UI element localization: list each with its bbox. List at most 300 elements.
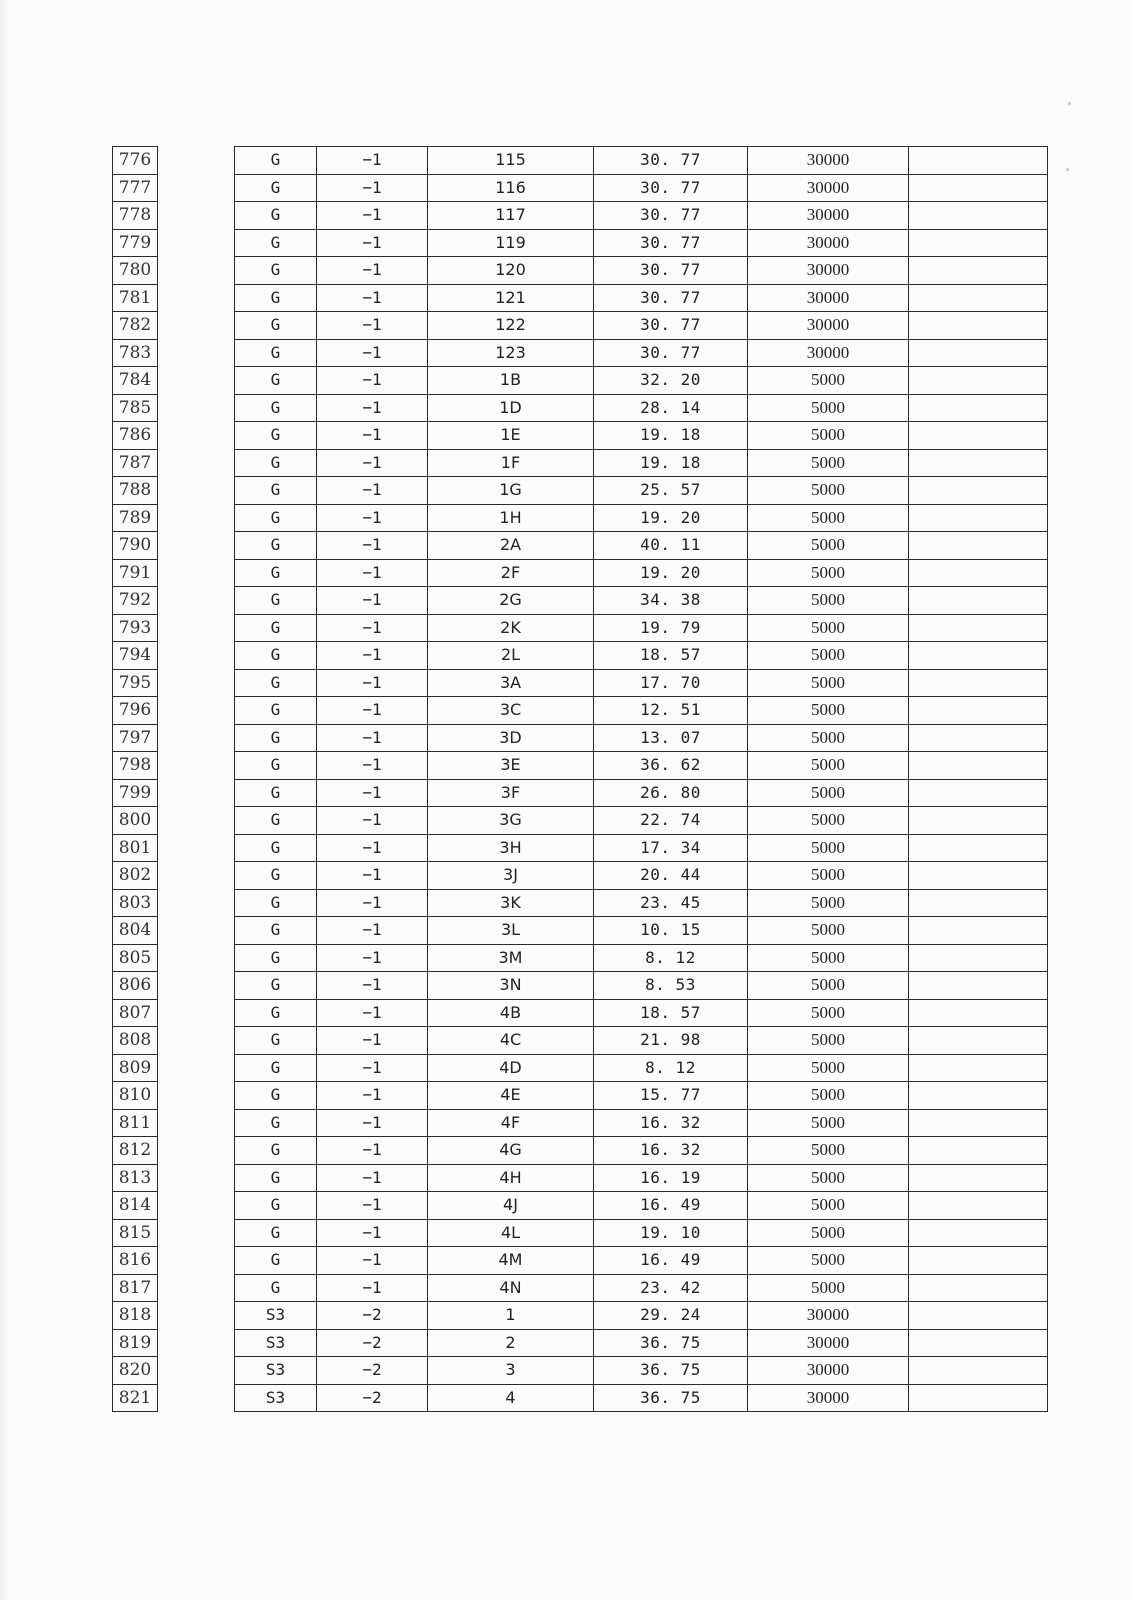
- grade-cell: G: [235, 229, 317, 257]
- code-cell: 4D: [428, 1054, 594, 1082]
- blank-cell: [909, 1357, 1048, 1385]
- row-number: 798: [113, 752, 158, 780]
- grade-cell: G: [235, 1027, 317, 1055]
- level-cell: −1: [317, 532, 428, 560]
- table-row: [235, 257, 1048, 285]
- value-cell: 25. 57: [594, 477, 748, 505]
- value-cell: 36. 75: [594, 1357, 748, 1385]
- row-number: 791: [113, 559, 158, 587]
- row-number: 794: [113, 642, 158, 670]
- table-row: [235, 422, 1048, 450]
- code-cell: 119: [428, 229, 594, 257]
- row-number: 797: [113, 724, 158, 752]
- code-cell: 3L: [428, 917, 594, 945]
- code-cell: 1G: [428, 477, 594, 505]
- blank-cell: [909, 1219, 1048, 1247]
- quantity-cell: 5000: [748, 1247, 909, 1275]
- blank-cell: [909, 504, 1048, 532]
- grade-cell: S3: [235, 1357, 317, 1385]
- row-number-row: [113, 312, 158, 340]
- quantity-cell: 5000: [748, 1137, 909, 1165]
- blank-cell: [909, 972, 1048, 1000]
- row-number: 787: [113, 449, 158, 477]
- row-number: 778: [113, 202, 158, 230]
- quantity-cell: 30000: [748, 202, 909, 230]
- code-cell: 4L: [428, 1219, 594, 1247]
- grade-cell: G: [235, 862, 317, 890]
- level-cell: −2: [317, 1329, 428, 1357]
- table-row: [235, 284, 1048, 312]
- quantity-cell: 5000: [748, 532, 909, 560]
- level-cell: −1: [317, 1219, 428, 1247]
- table-row: [235, 339, 1048, 367]
- table-row: [235, 1274, 1048, 1302]
- row-number: 788: [113, 477, 158, 505]
- code-cell: 4G: [428, 1137, 594, 1165]
- row-number-row: [113, 1054, 158, 1082]
- row-number-row: [113, 1219, 158, 1247]
- grade-cell: G: [235, 1137, 317, 1165]
- row-number: 790: [113, 532, 158, 560]
- code-cell: 1F: [428, 449, 594, 477]
- blank-cell: [909, 312, 1048, 340]
- grade-cell: G: [235, 614, 317, 642]
- row-number-row: [113, 1137, 158, 1165]
- value-cell: 30. 77: [594, 312, 748, 340]
- blank-cell: [909, 339, 1048, 367]
- quantity-cell: 30000: [748, 312, 909, 340]
- code-cell: 1H: [428, 504, 594, 532]
- quantity-cell: 5000: [748, 972, 909, 1000]
- grade-cell: G: [235, 312, 317, 340]
- quantity-cell: 5000: [748, 1082, 909, 1110]
- row-number: 814: [113, 1192, 158, 1220]
- row-number-row: [113, 889, 158, 917]
- grade-cell: G: [235, 972, 317, 1000]
- level-cell: −1: [317, 587, 428, 615]
- blank-cell: [909, 1027, 1048, 1055]
- level-cell: −1: [317, 669, 428, 697]
- quantity-cell: 5000: [748, 944, 909, 972]
- code-cell: 3: [428, 1357, 594, 1385]
- grade-cell: G: [235, 587, 317, 615]
- quantity-cell: 5000: [748, 862, 909, 890]
- level-cell: −1: [317, 174, 428, 202]
- code-cell: 2F: [428, 559, 594, 587]
- grade-cell: G: [235, 477, 317, 505]
- row-number: 816: [113, 1247, 158, 1275]
- blank-cell: [909, 257, 1048, 285]
- grade-cell: S3: [235, 1302, 317, 1330]
- level-cell: −1: [317, 422, 428, 450]
- blank-cell: [909, 1329, 1048, 1357]
- blank-cell: [909, 669, 1048, 697]
- row-number: 801: [113, 834, 158, 862]
- level-cell: −1: [317, 1247, 428, 1275]
- blank-cell: [909, 642, 1048, 670]
- grade-cell: G: [235, 202, 317, 230]
- grade-cell: G: [235, 807, 317, 835]
- table-row: [235, 202, 1048, 230]
- grade-cell: G: [235, 339, 317, 367]
- value-cell: 30. 77: [594, 202, 748, 230]
- blank-cell: [909, 532, 1048, 560]
- table-row: [235, 669, 1048, 697]
- table-row: [235, 999, 1048, 1027]
- blank-cell: [909, 449, 1048, 477]
- data-table: [234, 146, 1048, 1412]
- blank-cell: [909, 477, 1048, 505]
- code-cell: 3N: [428, 972, 594, 1000]
- grade-cell: G: [235, 999, 317, 1027]
- level-cell: −1: [317, 559, 428, 587]
- code-cell: 1D: [428, 394, 594, 422]
- table-row: [235, 1054, 1048, 1082]
- value-cell: 16. 49: [594, 1247, 748, 1275]
- level-cell: −1: [317, 1054, 428, 1082]
- blank-cell: [909, 779, 1048, 807]
- code-cell: 123: [428, 339, 594, 367]
- table-row: [235, 312, 1048, 340]
- grade-cell: G: [235, 779, 317, 807]
- row-number-row: [113, 862, 158, 890]
- code-cell: 121: [428, 284, 594, 312]
- level-cell: −1: [317, 972, 428, 1000]
- code-cell: 3J: [428, 862, 594, 890]
- level-cell: −1: [317, 999, 428, 1027]
- level-cell: −1: [317, 449, 428, 477]
- table-row: [235, 504, 1048, 532]
- quantity-cell: 5000: [748, 477, 909, 505]
- row-number-row: [113, 944, 158, 972]
- row-number: 785: [113, 394, 158, 422]
- grade-cell: G: [235, 752, 317, 780]
- value-cell: 29. 24: [594, 1302, 748, 1330]
- code-cell: 2L: [428, 642, 594, 670]
- code-cell: 2A: [428, 532, 594, 560]
- value-cell: 23. 45: [594, 889, 748, 917]
- table-row: [235, 1164, 1048, 1192]
- row-number-row: [113, 669, 158, 697]
- blank-cell: [909, 1302, 1048, 1330]
- blank-cell: [909, 724, 1048, 752]
- row-number-row: [113, 367, 158, 395]
- value-cell: 19. 20: [594, 559, 748, 587]
- quantity-cell: 5000: [748, 917, 909, 945]
- blank-cell: [909, 174, 1048, 202]
- value-cell: 36. 75: [594, 1384, 748, 1412]
- row-number-row: [113, 339, 158, 367]
- value-cell: 30. 77: [594, 229, 748, 257]
- row-number: 802: [113, 862, 158, 890]
- row-number: 810: [113, 1082, 158, 1110]
- value-cell: 28. 14: [594, 394, 748, 422]
- blank-cell: [909, 367, 1048, 395]
- level-cell: −1: [317, 724, 428, 752]
- code-cell: 4B: [428, 999, 594, 1027]
- quantity-cell: 5000: [748, 724, 909, 752]
- row-number: 808: [113, 1027, 158, 1055]
- row-number: 781: [113, 284, 158, 312]
- row-number-row: [113, 1192, 158, 1220]
- row-number-row: [113, 1384, 158, 1412]
- blank-cell: [909, 1082, 1048, 1110]
- row-number: 815: [113, 1219, 158, 1247]
- grade-cell: G: [235, 1109, 317, 1137]
- table-row: [235, 532, 1048, 560]
- quantity-cell: 5000: [748, 504, 909, 532]
- quantity-cell: 5000: [748, 422, 909, 450]
- blank-cell: [909, 1192, 1048, 1220]
- value-cell: 19. 18: [594, 449, 748, 477]
- code-cell: 3A: [428, 669, 594, 697]
- scan-edge: [0, 0, 8, 1600]
- value-cell: 20. 44: [594, 862, 748, 890]
- quantity-cell: 30000: [748, 284, 909, 312]
- value-cell: 17. 70: [594, 669, 748, 697]
- row-number: 820: [113, 1357, 158, 1385]
- value-cell: 19. 20: [594, 504, 748, 532]
- code-cell: 122: [428, 312, 594, 340]
- level-cell: −1: [317, 202, 428, 230]
- value-cell: 19. 10: [594, 1219, 748, 1247]
- value-cell: 8. 53: [594, 972, 748, 1000]
- quantity-cell: 5000: [748, 889, 909, 917]
- table-row: [235, 1192, 1048, 1220]
- row-number: 821: [113, 1384, 158, 1412]
- code-cell: 4M: [428, 1247, 594, 1275]
- row-number: 805: [113, 944, 158, 972]
- level-cell: −1: [317, 504, 428, 532]
- row-number: 793: [113, 614, 158, 642]
- table-row: [235, 642, 1048, 670]
- row-number: 777: [113, 174, 158, 202]
- grade-cell: G: [235, 449, 317, 477]
- table-row: [235, 367, 1048, 395]
- table-row: [235, 862, 1048, 890]
- grade-cell: G: [235, 697, 317, 725]
- value-cell: 16. 32: [594, 1137, 748, 1165]
- level-cell: −1: [317, 367, 428, 395]
- value-cell: 36. 75: [594, 1329, 748, 1357]
- table-row: [235, 587, 1048, 615]
- row-number-row: [113, 559, 158, 587]
- level-cell: −1: [317, 862, 428, 890]
- row-number-row: [113, 229, 158, 257]
- grade-cell: G: [235, 257, 317, 285]
- blank-cell: [909, 862, 1048, 890]
- row-number-row: [113, 147, 158, 175]
- value-cell: 12. 51: [594, 697, 748, 725]
- scan-speck: [1066, 168, 1069, 171]
- value-cell: 19. 79: [594, 614, 748, 642]
- quantity-cell: 5000: [748, 559, 909, 587]
- table-row: [235, 1082, 1048, 1110]
- table-row: [235, 614, 1048, 642]
- row-number-row: [113, 477, 158, 505]
- quantity-cell: 5000: [748, 1027, 909, 1055]
- row-number-row: [113, 972, 158, 1000]
- row-number-row: [113, 724, 158, 752]
- row-number-row: [113, 779, 158, 807]
- blank-cell: [909, 202, 1048, 230]
- row-number-row: [113, 284, 158, 312]
- value-cell: 22. 74: [594, 807, 748, 835]
- row-number: 812: [113, 1137, 158, 1165]
- row-number-row: [113, 394, 158, 422]
- table-row: [235, 229, 1048, 257]
- code-cell: 3K: [428, 889, 594, 917]
- code-cell: 3M: [428, 944, 594, 972]
- quantity-cell: 5000: [748, 642, 909, 670]
- grade-cell: G: [235, 889, 317, 917]
- code-cell: 115: [428, 147, 594, 175]
- row-number-row: [113, 1274, 158, 1302]
- row-number-row: [113, 257, 158, 285]
- grade-cell: G: [235, 1192, 317, 1220]
- grade-cell: G: [235, 1274, 317, 1302]
- value-cell: 40. 11: [594, 532, 748, 560]
- grade-cell: G: [235, 834, 317, 862]
- row-number: 779: [113, 229, 158, 257]
- code-cell: 3D: [428, 724, 594, 752]
- value-cell: 16. 49: [594, 1192, 748, 1220]
- value-cell: 17. 34: [594, 834, 748, 862]
- quantity-cell: 5000: [748, 1109, 909, 1137]
- quantity-cell: 5000: [748, 834, 909, 862]
- row-number-row: [113, 174, 158, 202]
- blank-cell: [909, 889, 1048, 917]
- code-cell: 4: [428, 1384, 594, 1412]
- row-number-row: [113, 202, 158, 230]
- row-number: 800: [113, 807, 158, 835]
- quantity-cell: 30000: [748, 174, 909, 202]
- row-number-row: [113, 917, 158, 945]
- table-row: [235, 1219, 1048, 1247]
- grade-cell: G: [235, 504, 317, 532]
- grade-cell: S3: [235, 1329, 317, 1357]
- row-number: 813: [113, 1164, 158, 1192]
- quantity-cell: 30000: [748, 229, 909, 257]
- row-number-row: [113, 642, 158, 670]
- value-cell: 13. 07: [594, 724, 748, 752]
- level-cell: −2: [317, 1384, 428, 1412]
- value-cell: 30. 77: [594, 147, 748, 175]
- code-cell: 2: [428, 1329, 594, 1357]
- table-row: [235, 834, 1048, 862]
- level-cell: −1: [317, 147, 428, 175]
- table-row: [235, 917, 1048, 945]
- row-number: 783: [113, 339, 158, 367]
- table-row: [235, 972, 1048, 1000]
- level-cell: −1: [317, 1274, 428, 1302]
- level-cell: −1: [317, 807, 428, 835]
- table-row: [235, 944, 1048, 972]
- grade-cell: G: [235, 1082, 317, 1110]
- grade-cell: G: [235, 422, 317, 450]
- row-number: 792: [113, 587, 158, 615]
- row-number-row: [113, 807, 158, 835]
- row-number-row: [113, 1027, 158, 1055]
- blank-cell: [909, 807, 1048, 835]
- quantity-cell: 5000: [748, 669, 909, 697]
- table-row: [235, 889, 1048, 917]
- level-cell: −1: [317, 339, 428, 367]
- row-number-row: [113, 1082, 158, 1110]
- row-number-row: [113, 834, 158, 862]
- table-row: [235, 697, 1048, 725]
- row-number-row: [113, 999, 158, 1027]
- row-number: 776: [113, 147, 158, 175]
- row-number: 807: [113, 999, 158, 1027]
- grade-cell: G: [235, 642, 317, 670]
- blank-cell: [909, 587, 1048, 615]
- row-number-row: [113, 1109, 158, 1137]
- code-cell: 1B: [428, 367, 594, 395]
- level-cell: −1: [317, 1027, 428, 1055]
- blank-cell: [909, 229, 1048, 257]
- row-number-row: [113, 614, 158, 642]
- blank-cell: [909, 834, 1048, 862]
- blank-cell: [909, 394, 1048, 422]
- table-row: [235, 559, 1048, 587]
- blank-cell: [909, 1274, 1048, 1302]
- quantity-cell: 5000: [748, 779, 909, 807]
- code-cell: 4C: [428, 1027, 594, 1055]
- level-cell: −1: [317, 889, 428, 917]
- table-row: [235, 724, 1048, 752]
- row-number-row: [113, 532, 158, 560]
- code-cell: 3G: [428, 807, 594, 835]
- value-cell: 32. 20: [594, 367, 748, 395]
- row-number-column: [112, 146, 158, 1412]
- level-cell: −2: [317, 1302, 428, 1330]
- quantity-cell: 5000: [748, 807, 909, 835]
- row-number: 782: [113, 312, 158, 340]
- code-cell: 3C: [428, 697, 594, 725]
- table-row: [235, 147, 1048, 175]
- row-number-row: [113, 504, 158, 532]
- quantity-cell: 5000: [748, 1274, 909, 1302]
- code-cell: 4J: [428, 1192, 594, 1220]
- quantity-cell: 5000: [748, 587, 909, 615]
- quantity-cell: 30000: [748, 147, 909, 175]
- quantity-cell: 5000: [748, 1219, 909, 1247]
- blank-cell: [909, 1384, 1048, 1412]
- blank-cell: [909, 697, 1048, 725]
- row-number: 780: [113, 257, 158, 285]
- blank-cell: [909, 559, 1048, 587]
- value-cell: 16. 32: [594, 1109, 748, 1137]
- level-cell: −2: [317, 1357, 428, 1385]
- value-cell: 36. 62: [594, 752, 748, 780]
- value-cell: 15. 77: [594, 1082, 748, 1110]
- table-row: [235, 1137, 1048, 1165]
- blank-cell: [909, 1247, 1048, 1275]
- quantity-cell: 5000: [748, 367, 909, 395]
- blank-cell: [909, 944, 1048, 972]
- code-cell: 117: [428, 202, 594, 230]
- value-cell: 8. 12: [594, 944, 748, 972]
- row-number: 806: [113, 972, 158, 1000]
- level-cell: −1: [317, 1192, 428, 1220]
- level-cell: −1: [317, 284, 428, 312]
- grade-cell: G: [235, 944, 317, 972]
- row-number-row: [113, 449, 158, 477]
- code-cell: 3H: [428, 834, 594, 862]
- table-row: [235, 394, 1048, 422]
- quantity-cell: 30000: [748, 1302, 909, 1330]
